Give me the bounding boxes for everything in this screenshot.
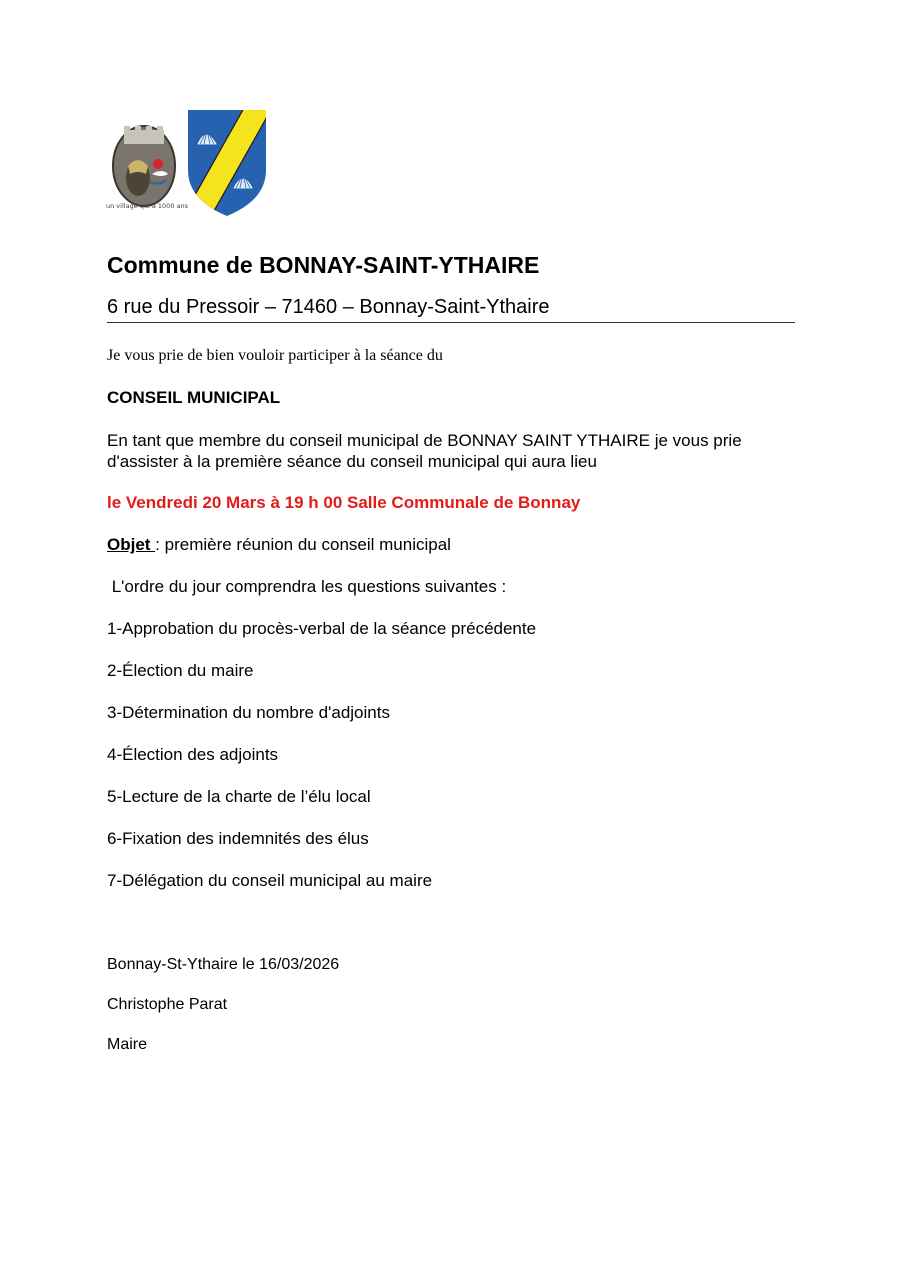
agenda-item: 2-Élection du maire xyxy=(107,661,254,680)
body-paragraph: En tant que membre du conseil municipal de BONNAY SAINT YTHAIRE je vous prie d'assister à la première séance du conseil municipal qui aura lieu xyxy=(107,431,742,471)
signature-date: Bonnay-St-Ythaire le 16/03/2026 xyxy=(107,956,340,973)
objet-label: Objet xyxy=(107,535,156,554)
address: 6 rue du Pressoir – 71460 – Bonnay-Saint-Ythaire xyxy=(107,296,550,318)
village-caption: un village qui a 1000 ans xyxy=(106,202,189,210)
objet-text: : première réunion du conseil municipal xyxy=(155,535,451,554)
objet-line xyxy=(107,535,451,555)
agenda-item: 4-Élection des adjoints xyxy=(107,745,279,764)
meeting-details: le Vendredi 20 Mars à 19 h 00 Salle Communale de Bonnay xyxy=(107,493,581,512)
council-heading: CONSEIL MUNICIPAL xyxy=(107,388,281,407)
signature-name: Christophe Parat xyxy=(107,996,228,1013)
agenda-item: 6-Fixation des indemnités des élus xyxy=(107,829,369,848)
logos xyxy=(106,108,276,220)
signature-role: Maire xyxy=(107,1036,148,1053)
page-title: Commune de BONNAY-SAINT-YTHAIRE xyxy=(107,252,540,278)
agenda-item: 5-Lecture de la charte de l’élu local xyxy=(107,787,371,806)
coat-of-arms-icon xyxy=(186,108,268,218)
header-divider xyxy=(107,322,795,323)
agenda-intro: L'ordre du jour comprendra les questions suivantes : xyxy=(107,577,507,596)
intro-text: Je vous prie de bien vouloir participer à la séance du xyxy=(107,347,443,364)
agenda-item: 3-Détermination du nombre d'adjoints xyxy=(107,703,390,722)
agenda-item: 1-Approbation du procès-verbal de la séance précédente xyxy=(107,619,537,638)
agenda-item: 7-Délégation du conseil municipal au maire xyxy=(107,871,433,890)
